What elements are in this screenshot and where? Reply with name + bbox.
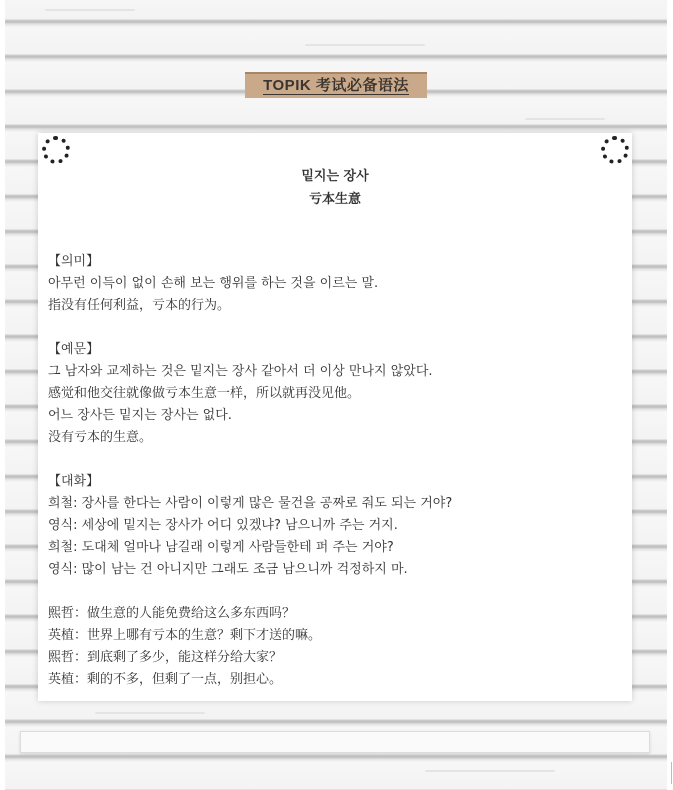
example-line: 没有亏本的生意。 (48, 430, 153, 445)
dialogue-line-chinese: 英植：剩的不多，但剩了一点，别担心。 (48, 672, 283, 687)
meaning-korean: 아무런 이득이 없이 손해 보는 행위를 하는 것을 이르는 말. (48, 276, 379, 291)
example-line: 그 남자와 교제하는 것은 밑지는 장사 같아서 더 이상 만나지 않았다. (48, 364, 433, 379)
binder-ring-icon (601, 136, 629, 164)
meaning-chinese: 指没有任何利益，亏本的行为。 (48, 298, 231, 313)
edge-divider (671, 762, 672, 784)
wood-grain (305, 44, 425, 46)
wood-grain (95, 712, 205, 714)
example-line: 어느 장사든 밑지는 장사는 없다. (48, 408, 232, 423)
dialogue-line-korean: 희철: 도대체 얼마나 남길래 이렇게 사람들한테 퍼 주는 거야? (48, 540, 394, 555)
section-label-dialogue: 【대화】 (48, 474, 100, 489)
wood-grain (525, 118, 605, 120)
binder-ring-icon (42, 136, 70, 164)
dialogue-line-chinese: 熙哲：到底剩了多少，能这样分给大家？ (48, 650, 283, 665)
dialogue-line-korean: 영식: 세상에 밑지는 장사가 어디 있겠냐? 남으니까 주는 거지. (48, 518, 398, 533)
dialogue-line-korean: 희철: 장사를 한다는 사람이 이렇게 많은 물건을 공짜로 줘도 되는 거야? (48, 496, 453, 511)
wood-grain (425, 770, 555, 772)
dialogue-line-korean: 영식: 많이 남는 건 아니지만 그래도 조금 남으니까 걱정하지 마. (48, 562, 408, 577)
note-card (38, 133, 632, 701)
dialogue-line-chinese: 英植：世界上哪有亏本的生意？剩下才送的嘛。 (48, 628, 322, 643)
section-label-meaning: 【의미】 (48, 254, 100, 269)
example-line: 感觉和他交往就像做亏本生意一样，所以就再没见他。 (48, 386, 361, 401)
section-label-examples: 【예문】 (48, 342, 100, 357)
dialogue-line-chinese: 熙哲：做生意的人能免费给这么多东西吗？ (48, 606, 296, 621)
bottom-panel (20, 731, 650, 753)
page-title: TOPIK 考试必备语法 (263, 77, 409, 94)
heading-chinese: 亏本生意 (308, 192, 361, 207)
wood-grain (45, 9, 135, 11)
title-banner (245, 72, 427, 98)
heading-korean: 밑지는 장사 (301, 169, 369, 184)
